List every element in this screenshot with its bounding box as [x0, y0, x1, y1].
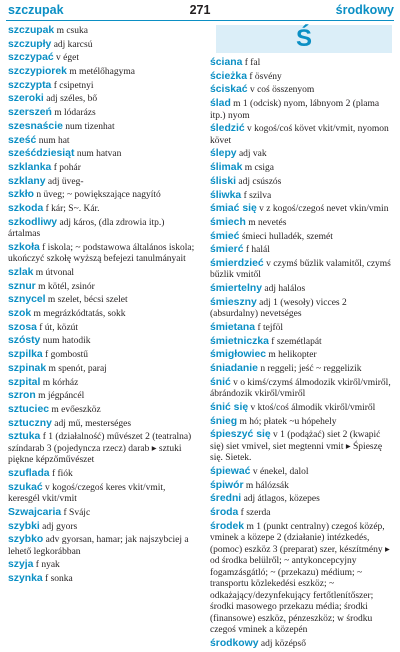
dictionary-entry [210, 297, 396, 321]
dictionary-entry [210, 98, 396, 122]
dictionary-entry [8, 267, 198, 280]
entry-definition: num hatvan [74, 149, 122, 160]
entry-definition: adj csúszós [236, 176, 282, 187]
entry-definition: adj karcsú [51, 39, 93, 50]
dictionary-entry [210, 416, 396, 429]
dictionary-entry [210, 148, 396, 161]
dictionary-entry [210, 258, 396, 282]
entry-headword: śmiertelny [210, 283, 262, 295]
entry-headword: szron [8, 390, 36, 402]
entry-headword: szkoła [8, 241, 40, 253]
dictionary-entry [210, 84, 396, 97]
left-column [8, 25, 198, 587]
entry-headword: szpital [8, 376, 41, 388]
dictionary-entry [8, 507, 198, 520]
entry-definition: n üveg; ~ powiększające nagyító [34, 190, 161, 201]
entry-definition: f fiók [49, 468, 73, 479]
entry-definition: f sonka [42, 574, 73, 585]
entry-headword: śmietniczka [210, 335, 269, 347]
entry-definition: m nevetés [245, 217, 287, 228]
dictionary-entry [210, 203, 396, 216]
entry-headword: śmieszny [210, 296, 257, 308]
dictionary-entry [210, 521, 396, 637]
dictionary-entry [210, 176, 396, 189]
entry-headword: śliski [210, 175, 236, 187]
entry-definition: v 1 (podążać) siet 2 (kwapić się) siet vmivel, siet megtenni vmit ▸ Śpieszę się. Sietek. [210, 430, 383, 464]
entry-headword: szynka [8, 573, 43, 585]
entry-headword: śmigłowiec [210, 349, 267, 361]
entry-headword: szybki [8, 520, 40, 532]
entry-definition: śmieci hulladék, szemét [239, 231, 333, 242]
entry-definition: m csiga [242, 163, 275, 174]
entry-headword: szpinak [8, 362, 47, 374]
entry-headword: szczupak [8, 25, 55, 36]
entry-headword: środkowy [210, 637, 259, 649]
entry-headword: śpiewać [210, 466, 251, 477]
dictionary-entry [210, 283, 396, 296]
dictionary-entry [8, 482, 198, 506]
entry-definition: f tejföl [255, 323, 284, 333]
entry-definition: f gombostű [42, 350, 89, 361]
section-letter-box [216, 25, 392, 53]
entry-headword: sztuka [8, 431, 41, 443]
entry-definition: adj mű, mesterséges [51, 418, 132, 429]
dictionary-entry [210, 363, 396, 376]
entry-definition: m metélőhagyma [66, 67, 135, 78]
entry-headword: szczypać [8, 52, 54, 64]
entry-headword: szpilka [8, 349, 43, 361]
entry-headword: śmierdzieć [210, 257, 264, 269]
entry-definition: f halál [243, 245, 270, 256]
entry-headword: szkło [8, 189, 34, 201]
dictionary-entry [210, 402, 396, 415]
dictionary-entry [8, 281, 198, 294]
dictionary-entry [210, 493, 396, 506]
page-number: 271 [189, 3, 211, 17]
entry-definition: m spenót, paraj [46, 363, 107, 374]
entry-definition: adj középső [258, 638, 307, 649]
entry-headword: szczypiorek [8, 66, 67, 78]
entry-definition: num tizenhat [62, 121, 115, 132]
entry-headword: śmierć [210, 244, 244, 256]
entry-definition: f ösvény [246, 71, 282, 82]
dictionary-entry [8, 135, 198, 148]
entry-headword: sznycel [8, 294, 46, 306]
entry-headword: szlak [8, 267, 34, 278]
entry-definition: m 1 (odcisk) nyom, lábnyom 2 (plama itp.) nyom [210, 99, 380, 121]
entry-headword: szerszeń [8, 107, 52, 119]
dictionary-entry [8, 363, 198, 376]
entry-headword: śmietana [210, 322, 256, 333]
dictionary-entry [8, 148, 198, 161]
entry-headword: śpieszyć się [210, 429, 271, 441]
header-first-word: szczupak [8, 3, 64, 17]
entry-headword: szósty [8, 335, 41, 347]
entry-definition: adj gyors [39, 521, 78, 532]
dictionary-entry [210, 429, 396, 465]
entry-definition: f Svájc [61, 507, 91, 518]
entry-headword: śnieg [210, 415, 238, 427]
dictionary-entry [8, 559, 198, 572]
entry-definition: v éget [53, 53, 79, 64]
dictionary-entry [210, 244, 396, 257]
dictionary-entry [8, 242, 198, 266]
dictionary-entry [8, 66, 198, 79]
entry-headword: szklany [8, 175, 46, 187]
entry-definition: adj átlagos, közepes [241, 494, 320, 505]
entry-headword: sześć [8, 134, 37, 146]
section-letter: Ś [295, 25, 312, 53]
dictionary-entry [8, 217, 198, 241]
entry-headword: szosa [8, 321, 37, 333]
entry-definition: m 1 (punkt centralny) czegoś közép, vminek a közepe 2 (działanie) intézkedés, (pomoc) eszköz 3 (preparat) szer, készítmény ▸ od środka belülről; ~ antykoncepcyjny fogamzásgátló; ~ (przekazu) médium; ~ transportu közlekedési eszköz; ~ odkażający/dezynfekujący fertőtlenítőszer; środki masowego przekazu média; środki (finansowe) eszköz, pénzeszköz; w środku czegoś vminek a közepén [210, 521, 390, 636]
entry-headword: szybko [8, 534, 44, 546]
entry-definition: v ktoś/coś álmodik vkiről/vmiről [248, 402, 376, 413]
entry-headword: szeroki [8, 93, 44, 105]
dictionary-entry [8, 52, 198, 65]
entry-headword: śmiać się [210, 203, 257, 215]
entry-definition: f iskola; ~ podstawowa általános iskola; ukończyć szkołę wyższą befejezi tanulmányait [8, 242, 195, 265]
entry-headword: ślepy [210, 148, 237, 160]
dictionary-entry [8, 431, 198, 467]
entry-definition: m hó; płatek ~u hópehely [237, 416, 337, 427]
dictionary-entry [210, 322, 396, 335]
dictionary-entry [210, 231, 396, 244]
entry-definition: n reggeli; jeść ~ reggelizik [257, 364, 362, 375]
entry-headword: śniadanie [210, 363, 258, 375]
entry-definition: f nyak [33, 560, 60, 571]
entry-headword: szczypta [8, 79, 52, 91]
dictionary-entry [8, 121, 198, 134]
dictionary-entry [8, 294, 198, 307]
entry-definition: m kötél, zsinór [35, 281, 95, 292]
entry-definition: v coś összenyom [247, 85, 315, 96]
entry-definition: adj széles, bő [43, 94, 98, 105]
entry-definition: v czymś bűzlik valamitől, czymś bűzlik vmitől [210, 258, 391, 281]
header-last-word: środkowy [335, 3, 394, 17]
dictionary-entry [210, 162, 396, 175]
entry-headword: szukać [8, 481, 43, 493]
dictionary-entry [8, 335, 198, 348]
entry-headword: śnić się [210, 401, 249, 413]
entry-definition: m csuka [54, 26, 88, 36]
right-column [210, 25, 396, 652]
dictionary-entry [8, 162, 198, 175]
entry-definition: m megrázkódtatás, sokk [31, 309, 126, 320]
entry-definition: adj vak [236, 149, 267, 160]
entry-definition: v o kimś/czymś álmodozik vkiről/vmiről, ábrándozik vkiről/vmiről [210, 377, 391, 400]
dictionary-entry [210, 217, 396, 230]
entry-headword: Szwajcaria [8, 506, 62, 518]
entry-headword: śledzić [210, 123, 245, 135]
entry-headword: śmiech [210, 216, 246, 228]
entry-headword: szklanka [8, 161, 52, 173]
dictionary-entry [210, 57, 396, 70]
entry-headword: śnić [210, 376, 231, 388]
right-entries [210, 57, 396, 650]
entry-headword: środa [210, 507, 239, 519]
entry-definition: adj halálos [261, 284, 306, 295]
dictionary-entry [8, 93, 198, 106]
entry-headword: sześćdziesiąt [8, 148, 75, 160]
entry-definition: m hálózsák [243, 480, 289, 491]
entry-headword: średni [210, 493, 242, 505]
entry-headword: ślimak [210, 162, 243, 174]
entry-headword: szkoda [8, 202, 44, 214]
entry-definition: f fal [242, 58, 261, 68]
entry-definition: v kogoś/coś követ vkit/vmit, nyomon követ [210, 124, 389, 146]
dictionary-entry [210, 466, 396, 479]
dictionary-entry [8, 377, 198, 390]
entry-headword: szyja [8, 559, 34, 571]
dictionary-entry [8, 418, 198, 431]
entry-headword: sztuczny [8, 417, 52, 429]
entry-definition: m lódarázs [51, 108, 96, 119]
entry-definition: m szelet, bécsi szelet [45, 295, 128, 306]
entry-definition: f szemétlapát [268, 336, 322, 347]
entry-definition: f szerda [238, 508, 271, 519]
entry-definition: m útvonal [33, 268, 75, 278]
dictionary-entry [8, 404, 198, 417]
dictionary-entry [210, 336, 396, 349]
dictionary-entry [8, 203, 198, 216]
entry-definition: m kórház [40, 377, 79, 388]
dictionary-entry [210, 123, 396, 147]
entry-definition: f kár; S~. Kár. [43, 203, 100, 214]
entry-headword: ścieżka [210, 70, 247, 82]
dictionary-entry [8, 107, 198, 120]
entry-definition: m helikopter [266, 350, 317, 361]
entry-headword: szok [8, 308, 32, 320]
dictionary-entry [8, 349, 198, 362]
dictionary-entry [8, 322, 198, 335]
dictionary-entry [8, 80, 198, 93]
page-header [0, 0, 400, 22]
entry-headword: szuflada [8, 467, 50, 479]
dictionary-entry [210, 71, 396, 84]
entry-definition: v z kogoś/czegoś nevet vkin/vmin [256, 204, 389, 215]
dictionary-entry [210, 638, 396, 651]
dictionary-entry [210, 377, 396, 401]
dictionary-entry [8, 189, 198, 202]
dictionary-entry [210, 507, 396, 520]
entry-definition: num hatodik [40, 336, 91, 347]
entry-definition: m jégpáncél [35, 391, 85, 402]
entry-definition: v kogoś/czegoś keres vkit/vmit, keresgél vkit/vmit [8, 482, 166, 505]
dictionary-entry [8, 39, 198, 52]
entry-definition: adj 1 (wesoły) vicces 2 (absurdalny) nevetséges [210, 297, 347, 320]
dictionary-entry [8, 25, 198, 38]
entry-headword: śmieć [210, 230, 240, 242]
entry-definition: num hat [36, 135, 70, 146]
entry-headword: ślad [210, 98, 231, 110]
entry-definition: adj üveg- [45, 176, 84, 187]
dictionary-entry [210, 480, 396, 493]
entry-definition: f szilva [241, 190, 272, 201]
header-rule [6, 20, 394, 21]
entry-headword: środek [210, 520, 245, 532]
dictionary-entry [210, 190, 396, 203]
entry-definition: v énekel, dalol [250, 467, 309, 477]
entry-headword: sztuciec [8, 403, 50, 415]
dictionary-entry [8, 468, 198, 481]
entry-headword: śpiwór [210, 479, 244, 491]
entry-headword: szczupły [8, 38, 52, 50]
dictionary-entry [8, 308, 198, 321]
entry-headword: ściana [210, 57, 243, 68]
entry-definition: adj káros, (dla zdrowia itp.) ártalmas [8, 217, 165, 240]
entry-headword: sznur [8, 280, 36, 292]
dictionary-entry [8, 573, 198, 586]
dictionary-entry [8, 176, 198, 189]
dictionary-entry [8, 390, 198, 403]
entry-definition: adv gyorsan, hamar; jak najszybciej a lehető legkorábban [8, 535, 189, 557]
entry-definition: f csipetnyi [51, 80, 94, 91]
dictionary-entry [210, 349, 396, 362]
entry-definition: f pohár [51, 162, 81, 173]
entry-headword: ściskać [210, 84, 248, 96]
entry-headword: śliwka [210, 189, 242, 201]
entry-definition: f út, közút [36, 322, 79, 333]
entry-definition: f 1 (działalność) művészet 2 (teatralna) színdarab 3 (pojedyncza rzecz) darab ▸ sztuki piękne képzőművészet [8, 432, 192, 466]
dictionary-entry [8, 534, 198, 558]
entry-definition: m evőeszköz [49, 404, 101, 415]
entry-headword: szkodliwy [8, 216, 58, 228]
entry-headword: szesnaście [8, 120, 63, 132]
dictionary-entry [8, 521, 198, 534]
